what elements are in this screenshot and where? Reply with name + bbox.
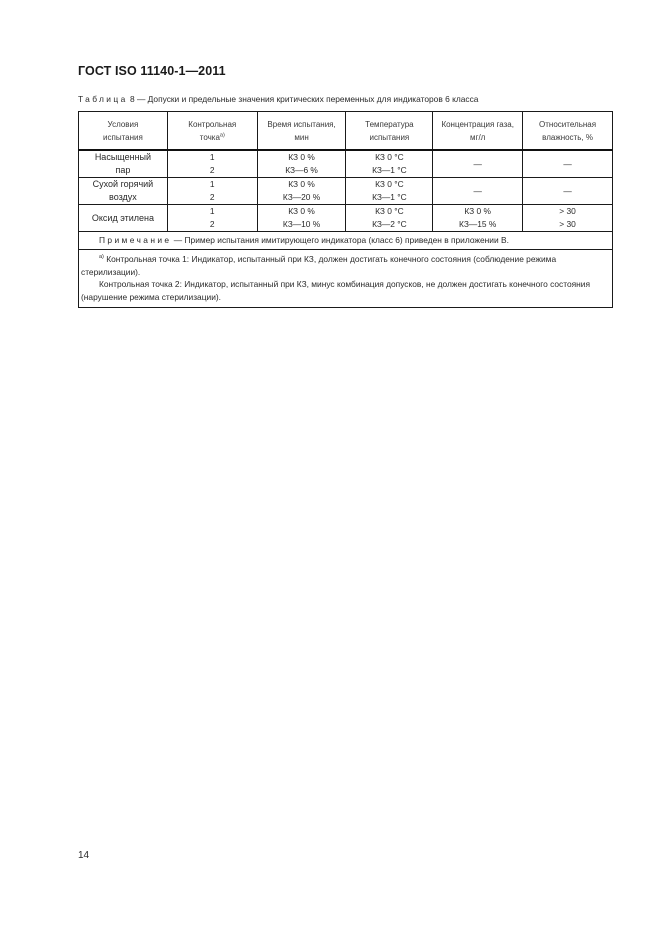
cell-temperature: КЗ 0 °С КЗ—1 °С [346, 178, 433, 205]
cell-point: 1 2 [167, 150, 257, 178]
cell-condition: Оксид этилена [79, 205, 168, 232]
footnote-control-point-2: Контрольная точка 2: Индикатор, испытанный при КЗ, минус комбинация допусков, не должен достигать конечного состояния (нарушение режима стерилизации). [81, 279, 591, 302]
cell-humidity: — [523, 178, 613, 205]
footnote-marker: а) [99, 254, 104, 261]
cell-gas: КЗ 0 % КЗ—15 % [433, 205, 523, 232]
cell-condition: Насыщенный пар [79, 150, 168, 178]
table-footnotes [79, 250, 613, 308]
table-note-row [79, 232, 613, 250]
footnote-control-point-1: $^{а)}$ Контрольная точка 1: Индикатор, испытанный при КЗ, должен достигать конечного состояния (соблюдение режима стерилизации). [81, 254, 557, 277]
note-text: — Пример испытания имитирующего индикатора (класс 6) приведен в приложении В. [171, 235, 509, 245]
column-header-temperature: Температура испытания [346, 112, 433, 151]
cell-humidity: > 30 > 30 [523, 205, 613, 232]
cell-point: 1 2 [167, 178, 257, 205]
tolerances-table [78, 111, 613, 308]
cell-temperature: КЗ 0 °С КЗ—1 °С [346, 150, 433, 178]
cell-time: КЗ 0 % КЗ—20 % [257, 178, 346, 205]
footnote-ref: а) [219, 131, 225, 138]
column-header-time: Время испытания, мин [257, 112, 346, 151]
column-header-humidity: Относительная влажность, % [523, 112, 613, 151]
table-footnote-row [79, 250, 613, 308]
cell-time: КЗ 0 % КЗ—6 % [257, 150, 346, 178]
page-number: 14 [78, 850, 90, 861]
table-row [79, 205, 613, 232]
cell-gas: — [433, 150, 523, 178]
document-header: ГОСТ ISO 11140-1—2011 [78, 64, 226, 78]
table-note [79, 232, 613, 250]
cell-condition: Сухой горячий воздух [79, 178, 168, 205]
column-header-gas-concentration: Концентрация газа, мг/л [433, 112, 523, 151]
table-row [79, 178, 613, 205]
table-caption-label: Таблица [78, 94, 128, 104]
table-caption-text: 8 — Допуски и предельные значения критических переменных для индикаторов 6 класса [127, 94, 479, 104]
cell-point: 1 2 [167, 205, 257, 232]
table-caption [78, 94, 478, 104]
cell-temperature: КЗ 0 °С КЗ—2 °С [346, 205, 433, 232]
column-header-control-point: Контрольная точка$^{а)}$ [167, 112, 257, 151]
table-row [79, 150, 613, 178]
column-header-conditions: Условия испытания [79, 112, 168, 151]
cell-time: КЗ 0 % КЗ—10 % [257, 205, 346, 232]
table-header-row [79, 112, 613, 151]
cell-gas: — [433, 178, 523, 205]
note-label: Примечание [99, 235, 172, 245]
cell-humidity: — [523, 150, 613, 178]
